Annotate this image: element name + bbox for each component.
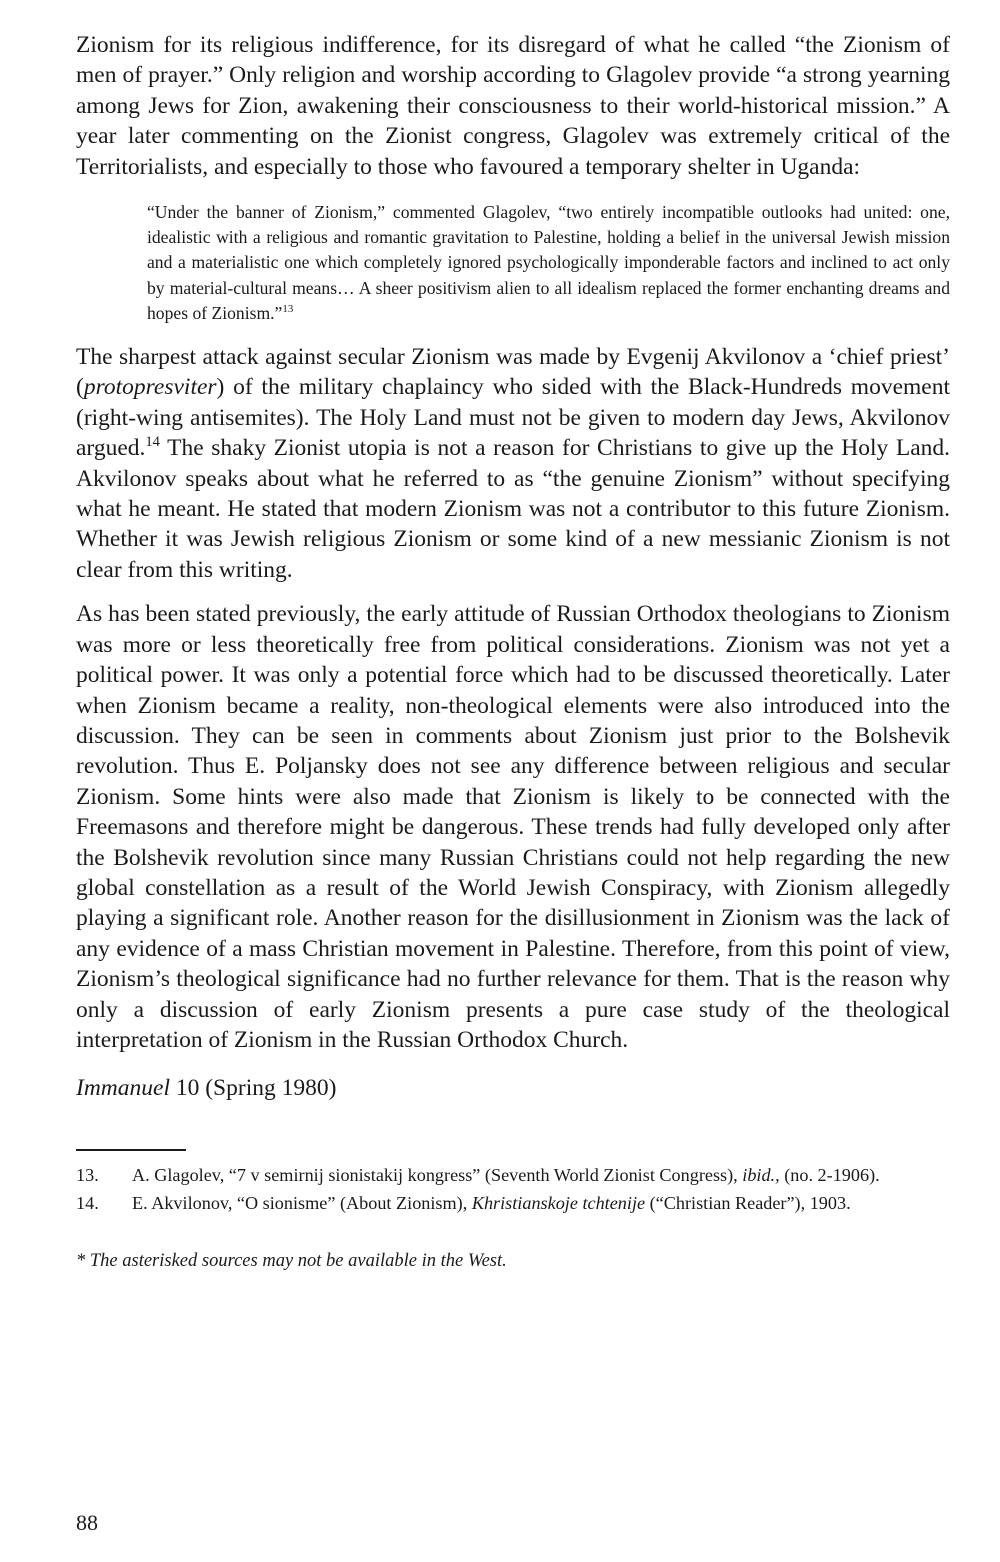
footnote-14 [76,1189,950,1217]
italic-term: protopresviter [83,374,217,401]
source-journal: Immanuel [76,1075,170,1102]
paragraph-2-text-b: ) of the military chaplaincy who sided with the Black-Hundreds movement (right-wing antisemites). The Holy Land must not be given to modern day Jews, Akvilonov argued. [76,374,950,462]
footnote-number: 14. [76,1193,99,1214]
footnote-italic: ibid., [742,1165,780,1186]
block-quote [147,200,950,326]
footnote-text-end: (“Christian Reader”), 1903. [645,1193,851,1214]
body-paragraph-3: As has been stated previously, the early attitude of Russian Orthodox theologians to Zionism was more or less theoretically free from political considerations. Zionism was not yet a political power. It was only a potential force which had to be discussed theoretically. Later when Zionism became a reality, non-theological elements were also introduced into the discussion. They can be seen in comments about Zionism just prior to the Bolshevik revolution. Thus E. Poljansky does not see any difference between religious and secular Zionism. Some hints were also made that Zionism is likely to be connected with the Freemasons and therefore might be dangerous. These trends had fully developed only after the Bolshevik revolution since many Russian Christians could not help regarding the new global constellation as a result of the World Jewish Conspiracy, with Zionism allegedly playing a significant role. Another reason for the disillusionment in Zionism was the lack of any evidence of a mass Christian movement in Palestine. Therefore, from this point of view, Zionism’s theological significance had no further relevance for them. That is the reason why only a discussion of early Zionism presents a pure case study of the theological interpretation of Zionism in the Russian Orthodox Church. [76,601,950,1053]
paragraph-2-text-c: The shaky Zionist utopia is not a reason for Christians to give up the Holy Land. Akvilonov speaks about what he referred to as “the genuine Zionism” without specifying what he meant. He stated that modern Zionism was not a contributor to this future Zionism. Whether it was Jewish religious Zionism or some kind of a new messianic Zionism is not clear from this writing. [76,435,950,583]
footnote-13 [76,1161,950,1189]
block-quote-text: “Under the banner of Zionism,” commented Glagolev, “two entirely incompatible outlooks had united: one, idealistic with a religious and romantic gravitation to Palestine, holding a belief in the universal Jewish mission and a materialistic one which completely ignored psychologically imponderable factors and inclined to act only by material-cultural means… A sheer positivism alien to all idealism replaced the former enchanting dreams and hopes of Zionism.” [147,202,950,323]
footnote-number: 13. [76,1165,99,1186]
source-citation [76,1073,950,1103]
body-paragraph-1: Zionism for its religious indifference, for its disregard of what he called “the Zionism of men of prayer.” Only religion and worship according to Glagolev provide “a strong yearning among Jews for Zion, awakening their consciousness to their world-historical mission.” A year later commenting on the Zionist congress, Glagolev was extremely critical of the Territorialists, and especially to those who favoured a temporary shelter in Uganda: [76,32,950,180]
footnote-text: A. Glagolev, “7 v semirnij sionistakij kongress” (Seventh World Zionist Congress), [132,1165,743,1186]
footnote-ref-14: 14 [145,434,160,451]
body-paragraph-2 [76,342,950,585]
source-issue: 10 (Spring 1980) [169,1075,337,1102]
footnote-divider [76,1149,186,1151]
footnote-text-end: (no. 2-1906). [779,1165,880,1186]
asterisk-note: * The asterisked sources may not be available in the West. [76,1251,507,1272]
footnote-ref-13: 13 [282,302,294,315]
paragraph-2-text-a: The sharpest attack against secular Zionism was made by Evgenij Akvilonov a ‘chief priest’ ( [76,344,950,401]
page-number: 88 [76,1510,98,1535]
page-body [76,30,950,1275]
footnote-text: E. Akvilonov, “O sionisme” (About Zionism), [132,1193,472,1214]
footnote-italic: Khristianskoje tchtenije [471,1193,646,1214]
